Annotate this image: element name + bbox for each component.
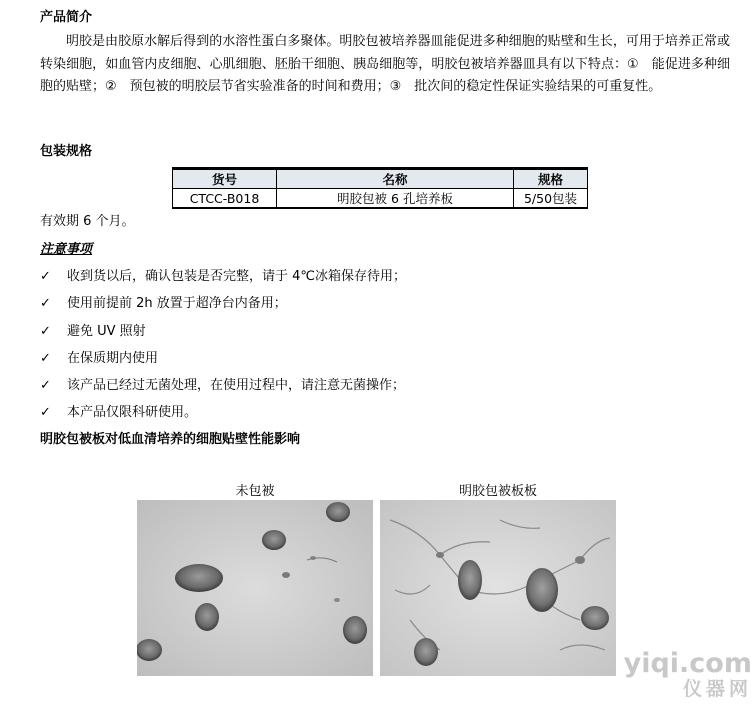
- check-icon: ✓: [40, 378, 51, 393]
- check-icon: ✓: [40, 351, 51, 366]
- table-row: [173, 189, 588, 209]
- spec-table: [172, 167, 588, 209]
- intro-heading: 产品简介: [40, 10, 93, 25]
- list-item: [40, 320, 146, 339]
- site-watermark: [624, 650, 752, 700]
- watermark-line1: yiqi.com: [623, 648, 752, 679]
- right-image-caption: 明胶包被板板: [458, 484, 537, 499]
- check-icon: ✓: [40, 269, 51, 284]
- note-text: 收到货以后，确认包装是否完整，请于 4℃冰箱保存待用；: [67, 269, 407, 284]
- left-image-caption: 未包被: [235, 484, 275, 499]
- uncoated-micrograph: [137, 500, 373, 676]
- col-header-spec: 规格: [514, 169, 588, 189]
- list-item: [40, 292, 287, 311]
- list-item: [40, 374, 405, 393]
- note-text: 在保质期内使用: [67, 351, 159, 366]
- check-icon: ✓: [40, 405, 51, 420]
- note-text: 该产品已经过无菌处理，在使用过程中，请注意无菌操作；: [67, 378, 406, 393]
- check-icon: ✓: [40, 296, 51, 311]
- list-item: [40, 265, 406, 284]
- spec-table-header: [173, 169, 588, 189]
- note-text: 使用前提前 2h 放置于超净台内备用；: [67, 296, 287, 311]
- watermark-line2: 仪器网: [682, 678, 752, 700]
- list-item: [40, 401, 197, 420]
- cell-name: 明胶包被 6 孔培养板: [277, 189, 514, 209]
- col-header-sku: 货号: [173, 169, 277, 189]
- col-header-name: 名称: [277, 169, 514, 189]
- note-text: 本产品仅限科研使用。: [67, 405, 198, 420]
- gelatin-coated-micrograph: [380, 500, 616, 676]
- packaging-heading: 包装规格: [40, 144, 93, 159]
- cell-sku: CTCC-B018: [173, 189, 277, 209]
- check-icon: ✓: [40, 324, 51, 339]
- note-text: 避免 UV 照射: [67, 324, 146, 339]
- list-item: [40, 347, 158, 366]
- validity-text: 有效期 6 个月。: [40, 214, 135, 229]
- cell-spec: 5/50包装: [514, 189, 588, 209]
- notes-heading: 注意事项: [40, 242, 93, 257]
- figure-heading: 明胶包被板对低血清培养的细胞贴壁性能影响: [40, 432, 301, 447]
- intro-paragraph: 明胶是由胶原水解后得到的水溶性蛋白多聚体。明胶包被培养器皿能促进多种细胞的贴壁和生长，可用于培养正常或转染细胞，如血管内皮细胞、心肌细胞、胚胎干细胞、胰岛细胞等，明胶包被培养器皿具有以下特点：① 能促进多种细胞的贴壁；② 预包被的明胶层节省实验准备的时间和费用；③ 批次间的稳定性保证实验结果的可重复性。: [40, 34, 730, 94]
